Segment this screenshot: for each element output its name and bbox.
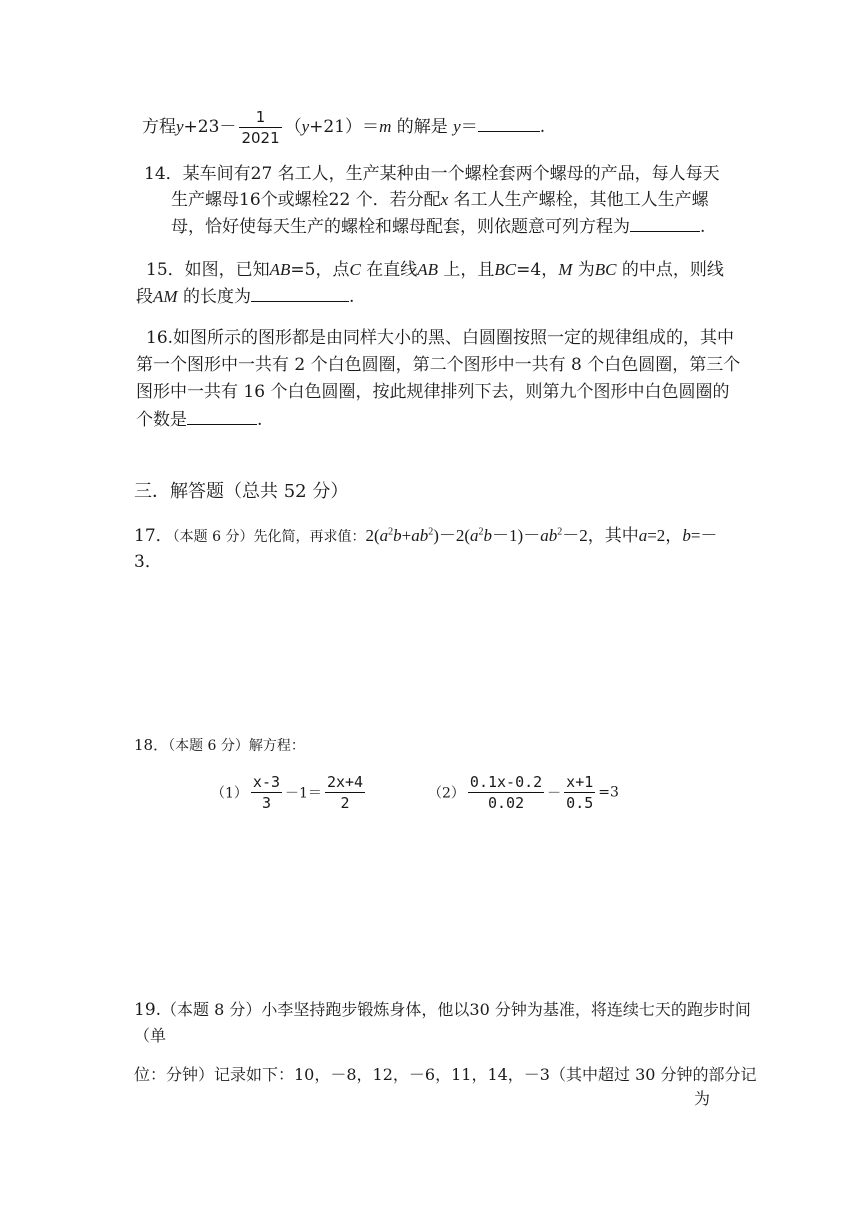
q14-line2b-text: 名工人生产螺栓，其他工人生产螺 (448, 190, 709, 210)
var-M: M (558, 260, 573, 279)
fraction-denominator: 2021 (241, 129, 280, 147)
q17-tag: （本题 6 分）先化简，再求值： (172, 529, 366, 545)
fraction-denominator: 2 (325, 792, 365, 812)
fraction-numerator: x+1 (566, 773, 594, 791)
q14-line2 (171, 187, 709, 213)
q14-line3 (171, 213, 705, 240)
q16-end: . (257, 410, 263, 430)
answer-blank[interactable] (630, 213, 700, 232)
q15-text: 为 (572, 260, 595, 280)
fraction-denominator: 0.5 (566, 794, 594, 812)
q17-line2: 3． (134, 552, 162, 572)
q18-p2-label: （2） (428, 785, 465, 802)
q17-expr-c: －1)－ (492, 526, 541, 545)
q17-line1 (134, 523, 717, 550)
fraction (468, 773, 544, 812)
q13-part2: +21）＝ (309, 117, 380, 137)
q13-line (142, 108, 545, 147)
q19-num: 19. (134, 1000, 162, 1020)
q15-text: 15．如图，已知 (146, 260, 270, 280)
fraction-numerator: x-3 (252, 773, 281, 791)
q15-line2 (136, 283, 354, 310)
q14-line2-text: 生产螺母16个或螺栓22 个．若分配 (171, 190, 441, 210)
q13-eq: ＝ (460, 117, 478, 137)
q16-line3: 图形中一共有 16 个白色圆圈，按此规律排列下去，则第九个图形中白色圆圈的 (136, 382, 730, 402)
var-AB: AB (417, 260, 439, 279)
fraction (564, 773, 595, 812)
q15-text: 段 (136, 287, 153, 307)
q18-part2 (428, 773, 619, 812)
q17-a-eq: =2， (647, 526, 683, 545)
fraction-denominator: 0.02 (468, 792, 544, 812)
var-y: y (453, 117, 461, 136)
q18-p2-mid: － (547, 785, 562, 802)
q19-text: （本题 8 分）小李坚持跑步锻炼身体，他以30 分钟为基准，将连续七天的跑步时间 (161, 1000, 751, 1019)
q13-prefix: 方程 (142, 117, 176, 137)
fraction-numerator: 1 (255, 108, 266, 126)
q17-expr-d: －2，其中 (562, 526, 639, 545)
q14-line3-text: 母，恰好使每天生产的螺栓和螺母配套，则依题意可列方程为 (171, 217, 630, 237)
q17-expr-a: 2( (365, 526, 380, 545)
q13-part1: +23－ (183, 117, 237, 137)
q19-line2: 位：分钟）记录如下：10，－8，12，－6，11，14，－3（其中超过 30 分钟的部分记 (134, 1065, 757, 1084)
var-AB: AB (269, 260, 291, 279)
q17-expr-b: )－2( (433, 526, 471, 545)
fraction-1-2021 (239, 108, 281, 147)
q16-line1: 16.如图所示的图形都是由同样大小的黑、白圆圈按照一定的规律组成的，其中 (146, 328, 735, 348)
q15-text: 在直线 (360, 260, 418, 280)
q19-line1 (134, 997, 751, 1023)
q15-text: =5，点 (290, 260, 350, 280)
fraction-denominator: 3 (251, 792, 282, 812)
q13-part3: 的解是 (391, 117, 454, 137)
q15-text: 上，且 (438, 260, 495, 280)
answer-blank[interactable] (478, 113, 540, 132)
answer-blank[interactable] (187, 406, 257, 425)
q18-part1 (211, 773, 368, 812)
q16-line2: 第一个图形中一共有 2 个白色圆圈，第二个图形中一共有 8 个白色圆圈，第三个 (136, 355, 741, 375)
q17-expr: $2(a^2b+ab^2)-2(a^2b-1)-ab^2-2$，其中a=2，b=－ (365, 526, 718, 545)
q18-line1 (134, 733, 305, 758)
fraction (251, 773, 282, 812)
q15-text: 的中点，则线 (616, 260, 724, 280)
q13-end: . (539, 117, 546, 137)
q18-num: 18． (134, 736, 169, 754)
answer-blank[interactable] (251, 283, 349, 302)
q15-line1 (146, 257, 724, 283)
var-x: x (440, 190, 449, 209)
q17-b-eq: =－ (690, 526, 718, 545)
var-AM: AM (153, 287, 178, 306)
fraction-numerator: 2x+4 (326, 773, 364, 791)
q14-line1: 14．某车间有27 名工人，生产某种由一个螺栓套两个螺母的产品，每人每天 (144, 164, 720, 184)
q17-num: 17． (134, 526, 173, 546)
section-heading: 三．解答题（总共 52 分） (134, 481, 349, 502)
q16-line4-text: 个数是 (136, 410, 187, 430)
var-y: y (176, 117, 184, 136)
var-y: y (301, 117, 310, 136)
q15-text: 的长度为 (177, 287, 251, 307)
q15-end: . (348, 287, 355, 307)
q16-line4 (136, 406, 262, 433)
var-m: m (379, 117, 392, 136)
var-BC: BC (494, 260, 517, 279)
q14-end: . (700, 217, 706, 237)
fraction-numerator: 0.1x-0.2 (469, 773, 543, 791)
q13-paren: （ (284, 117, 302, 137)
q15-text: =4， (516, 260, 559, 280)
fraction (325, 773, 365, 812)
q18-p2-end: =3 (598, 784, 619, 801)
q19-line2-wrap: 为 (694, 1089, 711, 1108)
var-C: C (349, 260, 361, 279)
q19-line1-wrap: （单 (134, 1026, 167, 1045)
q18-p1-label: （1） (211, 785, 248, 802)
q18-p1-mid: －1＝ (285, 785, 322, 802)
q18-tag: （本题 6 分）解方程： (168, 738, 305, 754)
var-BC: BC (594, 260, 617, 279)
